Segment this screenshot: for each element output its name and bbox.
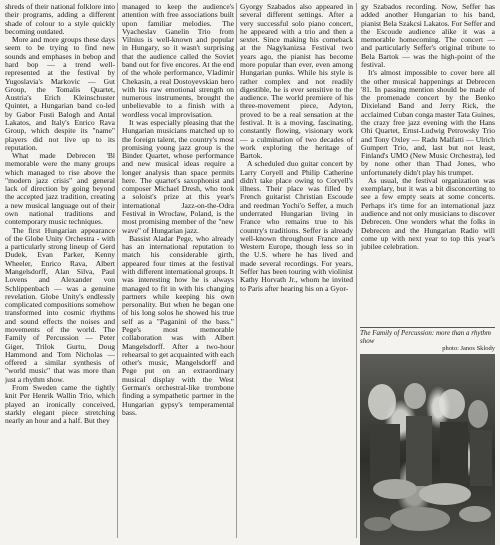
photo-caption: The Family of Percussion: more than a rhythm show bbox=[360, 327, 495, 345]
paragraph: It's almost impossible to cover here all the other musical happenings at Debrecen '81. In passing mention should be made of the promenade concert by the Benko Dixieland Band and Jerry Rick, the acclaimed Cuban conga master Tata Guines, the crazy free jazz evening with the Hans Ohi Quartet, Ernst-Ludwig Petrowsky Trio and Tony Oxley — Radu Malfatti — Ulrich Gumpert Trio, and, last but not least, Finland's UMO (New Music Orchestra), led by none other than Thad Jones, who unfortunately didn't play his trumpet. bbox=[361, 68, 495, 177]
paragraph: More and more groups these days seem to be trying to find new sounds and emphases in bebop and hard bop — a trend well-represented at the festival by Yugoslavia's Markovic — Gut Group, the Tomalis Quartet, Austria's Erich Kleinschuster Quintet, a Hungarian band co-led by Gabor Fusti Balogh and Antal Lakatos, and Italy's Enrico Rava Group, which despite its "name" players did not live up to its reputation. bbox=[5, 35, 115, 152]
paragraph: Gyorgy Szabados also appeared in several different settings. After a very successful solo piano concert, he appeared with a trio and then a sextet. Since making his comeback at the Nagykanizsa Festival two years ago, the pianist has become more popular than ever, even among Hungarian punks. While his style is rather complex and not readily digestible, he is ever sensitive to the audience. The world premiere of his three-movement piece, Adyton, proved to be a real sensation at the festival. It is a moving, fascinating, constantly flowing, visionary work — a culmination of two decades of work exploring the heritage of Bartok. bbox=[240, 3, 353, 161]
paragraph: From Sweden came the tightly knit Per Henrik Wallin Trio, which played an ironically conceived, starkly elegant piece stretching nearly an hour and a half. But they bbox=[5, 382, 115, 426]
article-column-1 bbox=[5, 3, 115, 539]
paragraph: The first Hungarian appearance of the Globe Unity Orchestra - with a particularly strong lineup of Gerd Dudek, Evan Parker, Kenny Wheeler, Enrico Rava, Albert Mangelsdorff, Alan Silva, Paul Lovens and Alexander von Schlippenbach — was a genuine revelation. Globe Unity's endlessly complicated compositions somehow transformed into cosmic rhythms and sound effects the noises and movements of the world. The Family of Percussion — Peter Giger, Trilok Gurtu, Doug Hammond and Tom Nicholas —offered a similar synthesis of "world music" that was more than just a rhythm show. bbox=[5, 225, 115, 384]
column-rule bbox=[356, 3, 357, 538]
column-rule bbox=[236, 3, 237, 538]
paragraph: What made Debrecen 'Bl memorable were the many groups which managed to rise above the "modern jazz crisis" and general lack of direction by going beyond the accepted jazz tradition, creating a new musical language out of their own national traditions and contemporary music techniques. bbox=[5, 151, 115, 227]
paragraph: A scheduled duo guitar concert by Larry Coryell and Philip Catherine didn't take place owing to Coryell's illness. Their place was filled by French guitarist Christian Escoude and reedman Yochi'o Seffer, a much underrated Hungarian living in France who remains true to his country's traditions. Seffer is already well-known throughout France and Western Europe, though less so in the U.S. where he has lived and made several recordings. For years, Seffer has been touring with violinist Kathy Horvath Jr., whom he invited to Paris after hearing his on a Gyor- bbox=[240, 159, 353, 293]
article-column-4 bbox=[361, 3, 495, 325]
band-photo bbox=[360, 354, 495, 545]
article-column-3 bbox=[240, 3, 353, 539]
paragraph: It was especially pleasing that the Hungarian musicians matched up to the foreign talent, the country's most promising young jazz group is the Binder Quartet, whose performance and new musical ideas require a longer analysis than space permits here. The quartet's saxophonist and composer Michael Dresh, who took a soloist's prize at this year's international Jazz-on-the-Odra Festival in Wroclaw, Poland, is the most promising member of the "new wave" of Hungarian jazz. bbox=[122, 117, 234, 235]
article-column-2 bbox=[122, 3, 234, 539]
column-rule bbox=[117, 3, 118, 538]
photo-illustration bbox=[360, 354, 495, 545]
paragraph: managed to keep the audience's attention with free associations built upon familiar melodies. The Vyacheslav Ganelin Trio from Vilnius is well-known and popular in Hungary, so it wasn't surprising that the audience called the Soviet band out for five encores. At the end of the whole performance, Vladimir Chekasin, a real Dostoyevskian hero with his raw emotional strength on numerous instruments, brought the unbelievable to a finish with a wordless vocal improvisation. bbox=[122, 3, 234, 119]
paragraph: Bassist Aladar Pege, who already has an international reputation to match his considerable girth, appeared four times at the festival with different international groups. It was interesting how he is always managed to fit in with his changing partners while keeping his own personality. But when he began one of his long solos he showed his true self as a "Paganini of the bass." Pege's most memorable collaboration was with Albert Mangelsdorff. After a two-hour rehearsal to get acquainted with each other's music, Mangelsdorff and Pege put on an extraordinary musical display with the West German's orchestral-like trombone finding a sympathetic partner in the Hungarian gypsy's temperamental bass. bbox=[122, 233, 234, 417]
photo-figure bbox=[360, 327, 495, 545]
paragraph: As usual, the festival organization was exemplary, but it was a bit disconcerting to see a few empty seats at some concerts. Perhaps it's time for an international jazz audience and not only musicians to discover Debrecen. One wonders what the folks in Debrecen and the Hungarian Radio will come up with next year to top this year's jubilee celebration. bbox=[361, 175, 495, 252]
paragraph: shreds of their national folklore into their programs, adding a different shade of colour to a style quickly becoming outdated. bbox=[5, 3, 115, 36]
paragraph: gy Szabados recording. Now, Seffer has added another Hungarian to his band, pianist Bela Szakcsi Lakatos. For Seffer and the Escoude audience alike it was a memorable homecoming. The concert — and particularly Seffer's original tribute to Bela Bartok — was the high-point of the festival. bbox=[361, 3, 495, 69]
photo-credit: photo: Janos Sklody bbox=[442, 345, 495, 352]
